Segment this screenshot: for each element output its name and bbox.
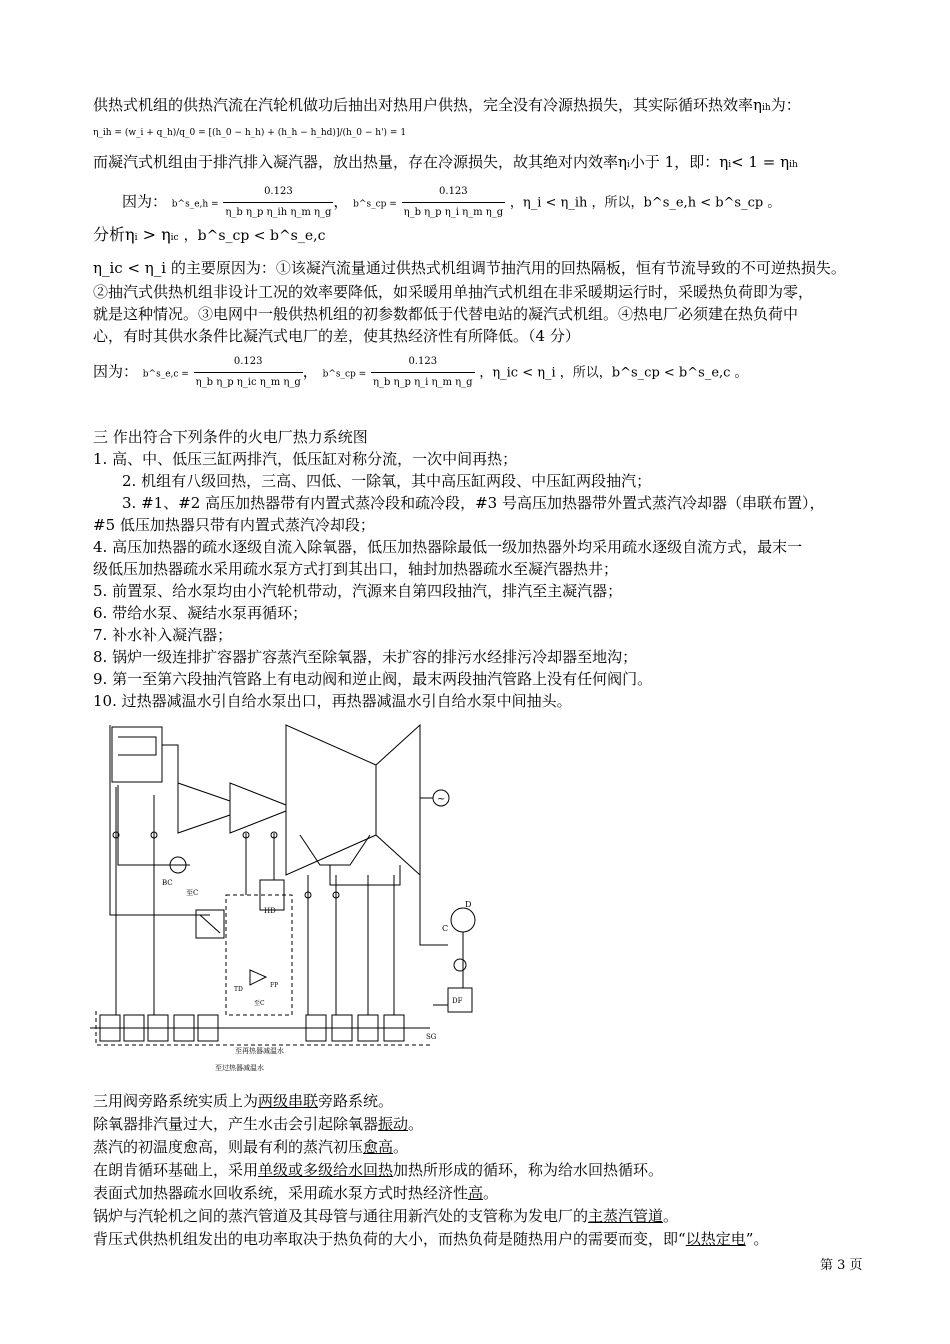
fill-2 bbox=[93, 1114, 423, 1134]
heater-tube bbox=[200, 915, 220, 933]
denominator: η_b η_p η_i η_m η_g bbox=[403, 207, 504, 218]
text: 旁路系统。 bbox=[318, 1092, 394, 1110]
item-10: 10. 过热器减温水引自给水泵出口，再热器减温水引自给水泵中间抽头。 bbox=[93, 692, 572, 710]
fill-1 bbox=[93, 1091, 393, 1111]
text: 供热式机组的供热汽流在汽轮机做功后抽出对热用户供热，完全没有冷源热损失，其实际循环热效率η bbox=[93, 96, 762, 114]
answer: 主蒸汽管道 bbox=[588, 1207, 664, 1225]
text: 表面式加热器疏水回收系统，采用疏水泵方式时热经济性 bbox=[93, 1184, 469, 1202]
sg-label: SG bbox=[426, 1033, 437, 1041]
text: 。 bbox=[483, 1184, 499, 1202]
because-line-1: 因为： b^s_e,h = $\frac{0.123}{\text{η\_b η\_p η\_ih η\_m η\_g}}$ ， b^s_cp = $\frac{0.123}{\text{η\_b η\_p η\_i η\_m η\_g}}$ ，η_i < η_ih ，所以，b^s_e,h < b^s_cp 。 bbox=[122, 182, 780, 223]
comparison: ，η_ic < η_i ，所以，b^s_cp < b^s_e,c 。 bbox=[479, 365, 748, 381]
reheat-spray-label: 至再热器减温水 bbox=[235, 1047, 284, 1055]
superheat-spray-label: 至过热器减温水 bbox=[215, 1064, 264, 1072]
main-steam-line bbox=[162, 745, 178, 783]
subscript: ih bbox=[762, 103, 771, 113]
section3-title: 三 作出符合下列条件的火电厂热力系统图 bbox=[93, 428, 368, 446]
generator-label: ~ bbox=[437, 794, 446, 805]
text: 三用阀旁路系统实质上为 bbox=[93, 1092, 259, 1110]
item-6: 6. 带给水泵、凝结水泵再循环； bbox=[93, 604, 308, 622]
item-2: 2. 机组有八级回热，三高、四低、一除氧，其中高压缸两段、中压缸两段抽汽； bbox=[122, 472, 652, 490]
denominator: η_b η_p η_ih η_m η_g bbox=[225, 207, 332, 218]
reason-line-4: 心，有时其供水条件比凝汽式电厂的差，使其热经济性有所降低。（4 分） bbox=[93, 327, 580, 345]
exhaust-pipe bbox=[330, 865, 400, 885]
text: 锅炉与汽轮机之间的蒸汽管道及其母管与通往用新汽处的支管称为发电厂的 bbox=[93, 1207, 589, 1225]
answer: 两级串联 bbox=[258, 1092, 319, 1110]
fp-label: FP bbox=[270, 982, 279, 989]
text: < 1 = η bbox=[731, 153, 790, 171]
text-line-1 bbox=[93, 95, 801, 118]
answer: 高 bbox=[468, 1184, 484, 1202]
equation-ih: η_ih = (w_i + q_h)/q_0 = [(h_0 − h_h) + (h_h − h_hd)]/(h_0 − h') = 1 bbox=[93, 128, 407, 138]
item-9: 9. 第一至第六段抽汽管路上有电动阀和逆止阀，最末两段抽汽管路上没有任何阀门。 bbox=[93, 670, 653, 688]
page-number: 第 3 页 bbox=[820, 1258, 863, 1273]
equation-lhs: b^s_cp = bbox=[322, 369, 367, 380]
text: 为： bbox=[770, 96, 801, 114]
fill-5 bbox=[93, 1183, 498, 1203]
lp-exhaust bbox=[420, 798, 448, 945]
feedwater-line bbox=[110, 725, 210, 915]
subscript: i bbox=[728, 160, 732, 170]
bc-label: BC bbox=[162, 879, 173, 887]
text: 在朗肯循环基础上，采用 bbox=[93, 1161, 259, 1179]
thermal-system-diagram bbox=[90, 715, 490, 1080]
text: 因为： bbox=[93, 362, 139, 381]
reason-line-1: η_ic < η_i 的主要原因为：①该凝汽流量通过供热式机组调节抽汽用的回热隔板，恒有节流导致的不可逆热损失。 bbox=[93, 259, 846, 277]
text: 。 bbox=[393, 1138, 409, 1156]
denominator: η_b η_p η_ic η_m η_g bbox=[195, 377, 301, 388]
text: 因为： bbox=[122, 192, 168, 211]
text: 加热所形成的循环，称为给水回热循环。 bbox=[393, 1161, 664, 1179]
feed-pump bbox=[250, 970, 266, 985]
numerator: 0.123 bbox=[223, 182, 333, 203]
hd-label: HD bbox=[264, 907, 276, 915]
toc-label-2: 至C bbox=[254, 1000, 265, 1007]
fill-3 bbox=[93, 1137, 408, 1157]
text: 。 bbox=[663, 1207, 679, 1225]
reason-line-2: ②抽汽式供热机组非设计工况的效率要降低，如采暖用单抽汽式机组在非采暖期运行时，采暖热负荷即为零， bbox=[93, 283, 814, 301]
fraction bbox=[402, 182, 506, 223]
toc-label-1: 至C bbox=[186, 889, 199, 897]
fill-7 bbox=[93, 1229, 768, 1249]
comparison: ，η_i < η_ih ，所以，b^s_e,h < b^s_cp 。 bbox=[509, 195, 781, 211]
text: 除氧器排汽量过大，产生水击会引起除氧器 bbox=[93, 1115, 379, 1133]
answer: 振动 bbox=[378, 1115, 409, 1133]
fraction bbox=[371, 352, 475, 393]
lp-turbine-right bbox=[376, 725, 420, 875]
subscript: i bbox=[627, 160, 630, 170]
fraction bbox=[194, 352, 303, 393]
text: ”。 bbox=[745, 1230, 769, 1248]
equation-lhs: b^s_e,h = bbox=[171, 199, 219, 210]
equation-lhs: b^s_cp = bbox=[353, 199, 397, 210]
item-7: 7. 补水补入凝汽器； bbox=[93, 626, 233, 644]
fill-6 bbox=[93, 1206, 678, 1226]
fraction bbox=[223, 182, 333, 223]
item-3: 3. #1、#2 高压加热器带有内置式蒸冷段和疏冷段，#3 号高压加热器带外置式蒸汽冷却器（串联布置）， bbox=[122, 494, 825, 512]
text: ，b^s_cp < b^s_e,c bbox=[183, 228, 326, 244]
reason-line-3: 就是这种情况。③电网中一般供热机组的初参数都低于代替电站的凝汽式机组。④热电厂必须建在热负荷中 bbox=[93, 305, 799, 323]
text: 。 bbox=[408, 1115, 424, 1133]
lp-turbine-left bbox=[286, 725, 376, 875]
numerator: 0.123 bbox=[194, 352, 303, 373]
answer: 以热定电 bbox=[685, 1230, 746, 1248]
boiler-coil bbox=[118, 737, 156, 755]
item-5: 5. 前置泵、给水泵均由小汽轮机带动，汽源来自第四段抽汽，排汽至主凝汽器； bbox=[93, 582, 623, 600]
denominator: η_b η_p η_i η_m η_g bbox=[372, 377, 473, 388]
equation-lhs: b^s_e,c = bbox=[142, 369, 189, 380]
df-label: DF bbox=[452, 997, 463, 1005]
c-label: C bbox=[442, 924, 449, 933]
text: 小于 1，即：η bbox=[629, 153, 729, 171]
numerator: 0.123 bbox=[402, 182, 506, 203]
item-4-cont: 级低压加热器疏水采用疏水泵方式打到其出口，轴封加热器疏水至凝汽器热井； bbox=[93, 560, 619, 578]
condensate-pump bbox=[454, 959, 466, 971]
text: 分析η bbox=[93, 225, 135, 244]
td-label: TD bbox=[234, 986, 243, 993]
answer: 单级或多级给水回热 bbox=[258, 1161, 394, 1179]
exhaust-hood bbox=[300, 835, 370, 865]
text-line-2 bbox=[93, 152, 798, 175]
text: 而凝汽式机组由于排汽排入凝汽器，放出热量，存在冷源损失，故其绝对内效率η bbox=[93, 153, 627, 171]
answer: 愈高 bbox=[363, 1138, 394, 1156]
subscript: ih bbox=[789, 160, 798, 170]
text: 蒸汽的初温度愈高，则最有利的蒸汽初压 bbox=[93, 1138, 364, 1156]
fill-4 bbox=[93, 1160, 663, 1180]
text: > η bbox=[142, 225, 171, 244]
condenser bbox=[451, 908, 475, 932]
text: 背压式供热机组发出的电功率取决于热负荷的大小，而热负荷是随热用户的需要而变，即“ bbox=[93, 1230, 686, 1248]
item-4: 4. 高压加热器的疏水逐级自流入除氧器，低压加热器除最低一级加热器外均采用疏水逐级自流方式，最末一 bbox=[93, 538, 803, 556]
dashed-boundary bbox=[226, 895, 292, 1015]
because-line-2: 因为： b^s_e,c = $\frac{0.123}{\text{η\_b η\_p η\_ic η\_m η\_g}}$ ， b^s_cp = $\frac{0.123}{\text{η\_b η\_p η\_i η\_m η\_g}}$ ，η_ic < η_i ，所以，b^s_cp < b^s_e,c 。 bbox=[93, 352, 748, 393]
item-3-cont: #5 低压加热器只带有内置式蒸汽冷却段； bbox=[93, 516, 375, 534]
hp-turbine bbox=[178, 783, 230, 833]
item-8: 8. 锅炉一级连排扩容器扩容蒸汽至除氧器，未扩容的排污水经排污冷却器至地沟； bbox=[93, 648, 638, 666]
analysis-line: 分析ηi > ηic ，b^s_cp < b^s_e,c bbox=[93, 225, 326, 244]
ip-turbine bbox=[230, 783, 286, 833]
item-1: 1. 高、中、低压三缸两排汽，低压缸对称分流，一次中间再热； bbox=[93, 450, 518, 468]
numerator: 0.123 bbox=[371, 352, 475, 373]
d-label: D bbox=[465, 900, 472, 909]
